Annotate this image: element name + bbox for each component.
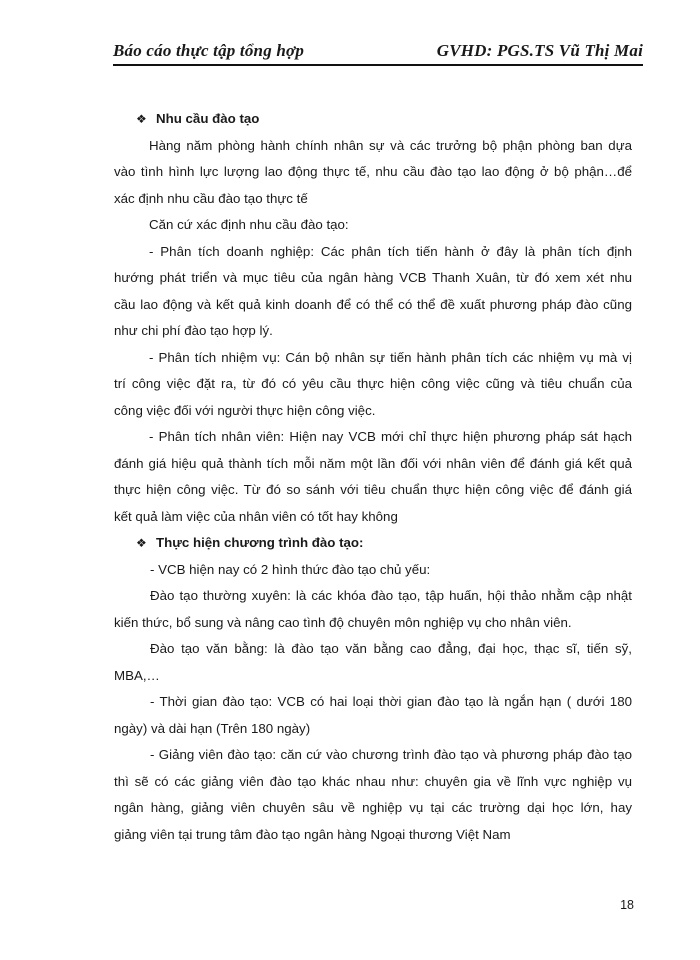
paragraph-line: cầu lao động và kết quả kinh doanh để có thể có thể đề xuất phương pháp đào cũng [114,296,632,312]
section-heading-training-needs [114,106,632,133]
paragraph-line: kiến thức, bổ sung và nâng cao tình độ chuyên môn nghiệp vụ cho nhân viên. [114,614,572,630]
heading-text: Nhu cầu đào tạo [156,111,260,126]
paragraph-line: ngày) và dài hạn (Trên 180 ngày) [114,720,311,736]
paragraph-line: - Phân tích nhiệm vụ: Cán bộ nhân sự tiến hành phân tích các nhiệm vụ mà vị [149,349,632,365]
paragraph-line: xác định nhu cầu đào tạo thực tế [114,190,308,206]
paragraph-line: Căn cứ xác định nhu cầu đào tạo: [149,217,349,232]
paragraph-line: MBA,… [114,667,160,683]
paragraph-line: công việc đối với người thực hiện công việc. [114,402,376,418]
paragraph-line: - Phân tích nhân viên: Hiện nay VCB mới chỉ thực hiện phương pháp sát hạch [149,429,632,444]
paragraph-line: trí công việc đặt ra, từ đó có yêu cầu thực hiện công việc cũng và tiêu chuẩn của [114,376,632,391]
diamond-bullet-icon: ❖ [136,112,147,126]
paragraph-line: - Thời gian đào tạo: VCB có hai loại thời gian đào tạo là ngắn hạn ( dưới 180 [150,694,632,709]
paragraph-line: Hàng năm phòng hành chính nhân sự và các trưởng bộ phận phòng ban dựa [149,137,632,153]
heading-text: Thực hiện chương trình đào tạo: [156,535,364,550]
paragraph-line: thực hiện công việc. Từ đó so sánh với tiêu chuẩn thực hiện công việc để đánh giá [114,482,632,497]
paragraph-line: Đào tạo văn bằng: là đào tạo văn bằng cao đẳng, đại học, thạc sĩ, tiến sỹ, [150,641,632,656]
paragraph-line: ngân hàng, giảng viên chuyên sâu về nghiệp vụ tại các trường dại học lớn, hay [114,800,632,815]
diamond-bullet-icon: ❖ [136,536,147,550]
paragraph-line: - VCB hiện nay có 2 hình thức đào tạo chủ yếu: [150,561,431,577]
paragraph-line: - Phân tích doanh nghiệp: Các phân tích tiến hành ở đây là phân tích định [149,243,632,259]
supervisor-label: GVHD: PGS.TS Vũ Thị Mai [436,41,643,60]
paragraph-line: đánh giá hiệu quả thành tích mỗi năm một lần đối với nhân viên để đánh giá kết quả [114,455,632,471]
paragraph-line: kết quả làm việc của nhân viên có tốt hay không [114,508,398,524]
paragraph-line: giảng viên tại trung tâm đào tạo ngân hàng Ngoại thương Việt Nam [114,826,511,842]
page-header [113,38,643,66]
section-heading-training-program [114,530,632,557]
report-title: Báo cáo thực tập tổng hợp [113,41,305,60]
page-number: 18 [620,898,634,912]
paragraph-line: thì sẽ có các giảng viên đào tạo khác nhau như: chuyên gia về lĩnh vực nghiệp vụ [114,773,632,789]
document-body [114,106,632,848]
paragraph-line: hướng phát triển và mục tiêu của ngân hàng VCB Thanh Xuân, từ đó xem xét nhu [114,270,632,285]
paragraph-line: như chi phí đào tạo hợp lý. [114,323,273,338]
paragraph-line: Đào tạo thường xuyên: là các khóa đào tạo, tập huấn, hội thảo nhằm cập nhật [150,588,632,603]
paragraph-line: vào tình hình lực lượng lao động thực tế, nhu cầu đào tạo lao động ở bộ phận…để [114,164,632,179]
paragraph-line: - Giảng viên đào tạo: căn cứ vào chương trình đào tạo và phương pháp đào tạo [150,747,632,762]
